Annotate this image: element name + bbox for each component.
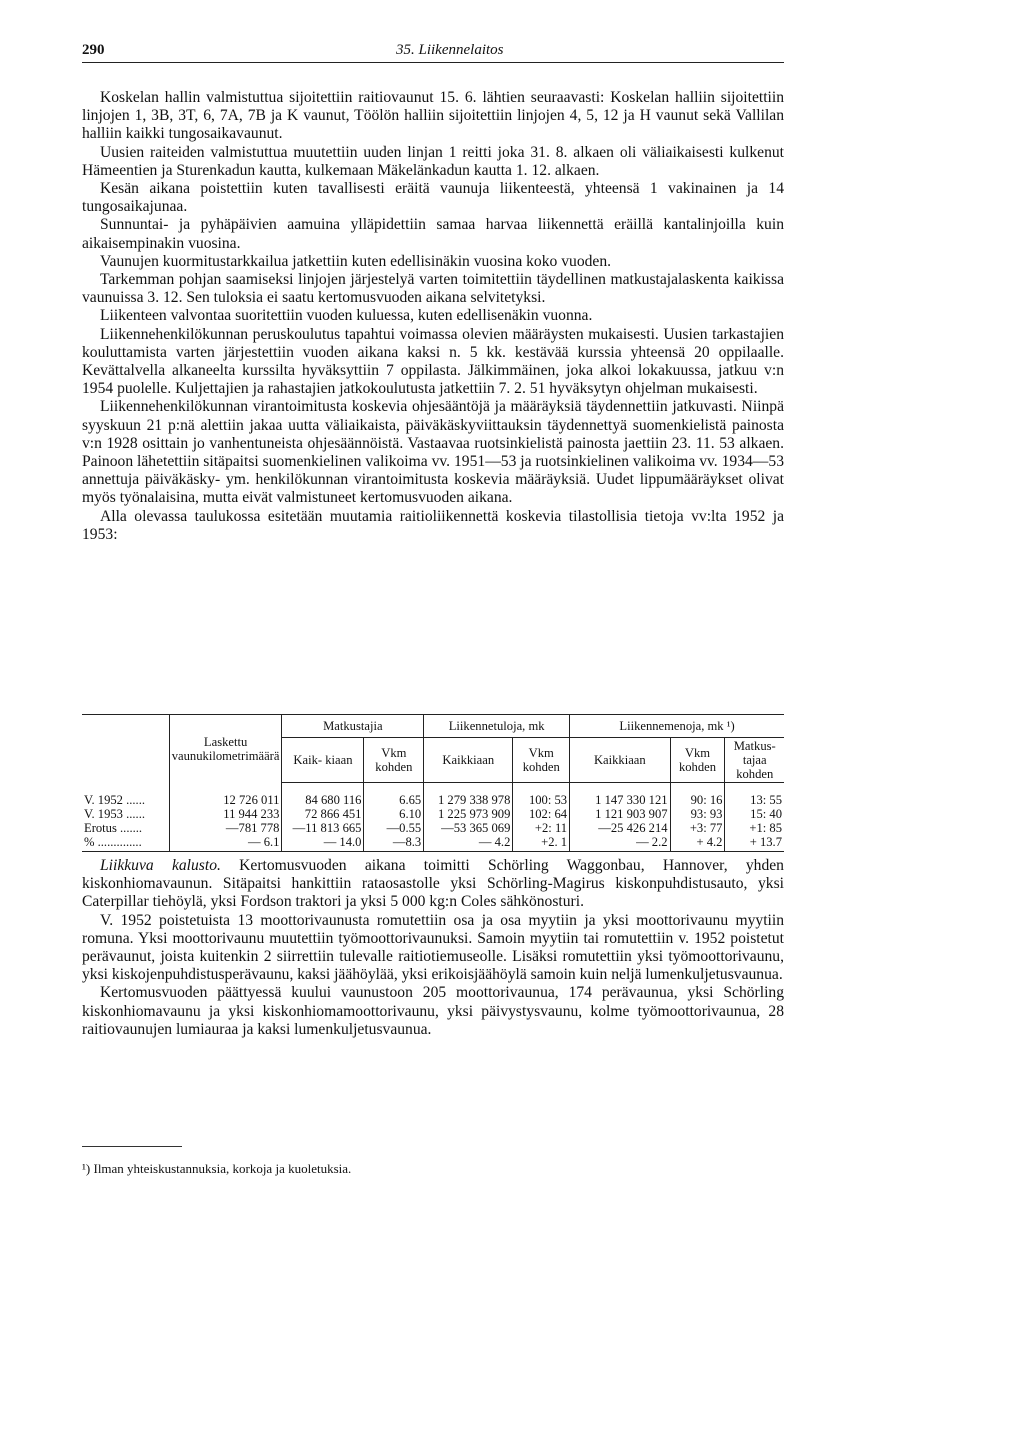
- table-cell: 12 726 011: [169, 783, 282, 808]
- table-row: [82, 783, 784, 808]
- table-row: [82, 821, 784, 835]
- body-text-bottom: [82, 857, 784, 1039]
- footnote-text: Ilman yhteiskustannuksia, korkoja ja kuoletuksia.: [90, 1161, 352, 1176]
- subheader-vkm-kohden: Vkm kohden: [364, 738, 424, 783]
- table-cell: 1 225 973 909: [424, 807, 513, 821]
- footnote-rule: [82, 1146, 182, 1147]
- table-cell: 1 147 330 121: [570, 783, 670, 808]
- document-page: [82, 40, 784, 1176]
- table-cell: 1 121 903 907: [570, 807, 670, 821]
- paragraph: V. 1952 poistetuista 13 moottorivaunusta romutettiin osa ja osa myytiin ja yksi moottorivaunu myytiin romuna. Yksi moottorivaunu muutettiin työmoottorivaunuksi. Samoin myytiin tai romutettiin v. 1952 poistetut perävaunut, joista kuitenkin 2 siirrettiin tulevalle raitiotiemuseolle. Lisäksi romutettiin yksi työmoottorivaunu, yksi kiskojenpuhdistusperävaunu, kaksi jäähöylää, yksi erikoisjäähöylä samoin kuin neljä lumenkuljetusvaunua.: [82, 911, 784, 984]
- table-cell: 11 944 233: [169, 807, 282, 821]
- paragraph: Sunnuntai- ja pyhäpäivien aamuina ylläpidettiin samaa harvaa liikennettä eräillä kantalinjoilla kuin aikaisempinakin vuosina.: [82, 216, 784, 252]
- footnote-mark: ¹): [82, 1161, 91, 1176]
- page-header: [82, 40, 784, 63]
- table-cell: —8.3: [364, 835, 424, 852]
- table-cell: +2: 11: [513, 821, 570, 835]
- table-row: [82, 835, 784, 852]
- section-title: Liikkuva kalusto.: [100, 857, 221, 874]
- footnote: [82, 1161, 351, 1177]
- table-cell: —25 426 214: [570, 821, 670, 835]
- subheader-kaikkiaan: Kaikkiaan: [570, 738, 670, 783]
- row-label: Erotus .......: [84, 821, 143, 835]
- subheader-matkustajaa-kohden: Matkus- tajaa kohden: [725, 738, 784, 783]
- header-laskettu: Laskettu vaunukilometrimäärä: [169, 715, 282, 783]
- paragraph-text: Kertomusvuoden aikana toimitti Schörling Waggonbau, Hannover, yhden kiskonhiomavaunun. Sitäpaitsi hankittiin rataosastolle yksi Schörling-Magirus kiskonpuhdistusauto, yksi Caterpillar tiehöylä, yksi Fordson traktori ja yksi 5 000 kg:n Coles sähkönosturi.: [82, 857, 784, 911]
- running-title: 35. Liikennelaitos: [396, 42, 504, 58]
- table-cell: —781 778: [169, 821, 282, 835]
- paragraph: Alla olevassa taulukossa esitetään muutamia raitioliikennettä koskevia tilastollisia tietoja vv:lta 1952 ja 1953:: [82, 507, 784, 543]
- table-cell: 13: 55: [725, 783, 784, 808]
- subheader-vkm-kohden: Vkm kohden: [513, 738, 570, 783]
- page-number: 290: [82, 42, 105, 58]
- paragraph: Kertomusvuoden päättyessä kuului vaunustoon 205 moottorivaunua, 174 perävaunua, yksi Schörling kiskonhiomavaunu ja yksi kiskonhiomamoottorivaunu, yksi päivystysvaunu, kolme työmoottorivaunua, 28 raitiovaunujen lumiauraa ja kaksi lumenkuljetusvaunua.: [82, 984, 784, 1038]
- table-cell: —11 813 665: [282, 821, 364, 835]
- statistics-table: [82, 714, 784, 852]
- table-cell: 6.65: [364, 783, 424, 808]
- table-cell: +1: 85: [725, 821, 784, 835]
- row-label: V. 1953 ......: [84, 807, 145, 821]
- table-cell: 102: 64: [513, 807, 570, 821]
- row-label-header: [82, 715, 169, 783]
- table-cell: — 2.2: [570, 835, 670, 852]
- statistics-table-wrapper: [82, 714, 784, 852]
- table-cell: + 4.2: [670, 835, 725, 852]
- table-cell: 6.10: [364, 807, 424, 821]
- row-label: % ..............: [82, 835, 169, 852]
- table-cell: 72 866 451: [282, 807, 364, 821]
- table-cell: +2. 1: [513, 835, 570, 852]
- row-label: V. 1952 ......: [84, 792, 145, 807]
- table-cell: — 4.2: [424, 835, 513, 852]
- paragraph-liikkuva-kalusto: [82, 857, 784, 912]
- table-cell: 84 680 116: [282, 783, 364, 808]
- subheader-kaikkiaan: Kaik- kiaan: [282, 738, 364, 783]
- table-cell: —0.55: [364, 821, 424, 835]
- table-row: [82, 807, 784, 821]
- table-cell: 100: 53: [513, 783, 570, 808]
- body-text-top: [82, 89, 784, 544]
- paragraph: Liikennehenkilökunnan virantoimitusta koskevia ohjesääntöjä ja määräyksiä täydennettiin jatkuvasti. Niinpä syyskuun 21 p:nä alettiin jakaa uutta väliaikaista, päiväkäskyviittauksin täydennettyä suomenkielistä painosta v:n 1928 osittain jo vanhentuneista ohjesäännöistä. Vastaavaa ruotsinkielistä painosta jaettiin 23. 11. 53 alkaen. Painoon lähetettiin sitäpaitsi suomenkielinen valikoima vv. 1951—53 ja ruotsinkielinen valikoima vv. 1934—53 annettuja päiväkäsky- ym. henkilökunnan virantoimitusta koskevia määräyksiä. Uudet lippumääräykset olivat myös työnalaisina, mutta eivät valmistuneet kertomusvuoden aikana.: [82, 398, 784, 507]
- table-cell: +3: 77: [670, 821, 725, 835]
- table-cell: 1 279 338 978: [424, 783, 513, 808]
- header-matkustajia: Matkustajia: [282, 715, 424, 738]
- table-cell: + 13.7: [725, 835, 784, 852]
- paragraph: Koskelan hallin valmistuttua sijoitettiin raitiovaunut 15. 6. lähtien seuraavasti: Koskelan halliin sijoitettiin linjojen 1, 3B, 3T, 6, 7A, 7B ja K vaunut, Töölön halliin sijoitettiin linjojen 4, 5, 12 ja H vaunut sekä Vallilan halliin kaikki tungosaikavaunut.: [82, 89, 784, 143]
- paragraph: Tarkemman pohjan saamiseksi linjojen järjestelyä varten toimitettiin täydellinen matkustajalaskenta kaikissa vaunuissa 3. 12. Sen tuloksia ei saatu kertomusvuoden aikana selvitetyksi.: [82, 271, 784, 307]
- table-cell: — 14.0: [282, 835, 364, 852]
- paragraph: Liikennehenkilökunnan peruskoulutus tapahtui voimassa olevien määräysten mukaisesti. Uusien tarkastajien kouluttamista varten järjestettiin vuoden aikana kaksi n. 5 kk. kestävää kurssia yhteensä 20 oppilaalle. Kevättalvella alkaneelta kurssilta hyväksyttiin 7 oppilasta. Jälkimmäinen, joka alkoi lokakuussa, jatkuu v:n 1954 puolelle. Kuljettajien ja rahastajien jatkokoulutusta jatkettiin 7. 2. 51 hyväksytyn ohjelman mukaisesti.: [82, 325, 784, 398]
- table-cell: 15: 40: [725, 807, 784, 821]
- paragraph: Vaunujen kuormitustarkkailua jatkettiin kuten edellisinäkin vuosina koko vuoden.: [100, 252, 612, 270]
- table-cell: —53 365 069: [424, 821, 513, 835]
- subheader-vkm-kohden: Vkm kohden: [670, 738, 725, 783]
- subheader-kaikkiaan: Kaikkiaan: [424, 738, 513, 783]
- paragraph: Liikenteen valvontaa suoritettiin vuoden kuluessa, kuten edellisenäkin vuonna.: [100, 307, 593, 325]
- header-liikennetuloja: Liikennetuloja, mk: [424, 715, 570, 738]
- table-cell: 90: 16: [670, 783, 725, 808]
- table-cell: 93: 93: [670, 807, 725, 821]
- header-liikennemenoja: Liikennemenoja, mk ¹): [570, 715, 784, 738]
- table-cell: — 6.1: [169, 835, 282, 852]
- paragraph: Uusien raiteiden valmistuttua muutettiin uuden linjan 1 reitti joka 31. 8. alkaen oli väliaikaisesti kulkenut Hämeentien ja Sturenkadun kautta, kulkemaan Mäkelänkadun kautta 1. 12. alkaen.: [82, 143, 784, 179]
- paragraph: Kesän aikana poistettiin kuten tavallisesti eräitä vaunuja liikenteestä, yhteensä 1 vakinainen ja 14 tungosaikajunaa.: [82, 180, 784, 216]
